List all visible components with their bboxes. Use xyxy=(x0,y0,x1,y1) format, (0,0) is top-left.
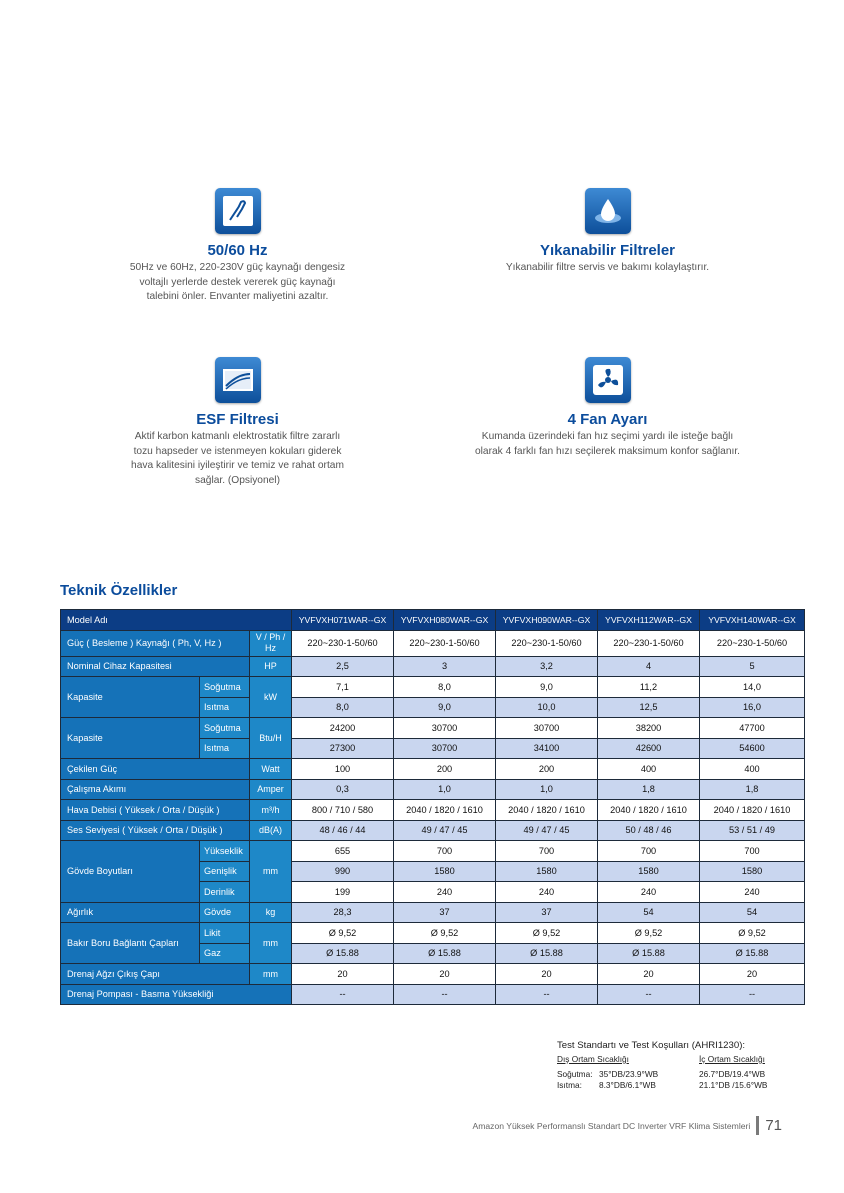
model-header: YVFVXH090WAR--GX xyxy=(496,610,598,631)
row-unit: Watt xyxy=(250,759,292,780)
cell-value: 800 / 710 / 580 xyxy=(292,800,394,821)
table-row xyxy=(61,820,805,841)
cell-value: 700 xyxy=(700,841,805,862)
cell-value: 220~230-1-50/60 xyxy=(700,630,805,656)
row-unit: mm xyxy=(250,923,292,964)
row-unit: kW xyxy=(250,677,292,718)
water-drop-icon xyxy=(585,188,631,234)
cell-value: -- xyxy=(496,984,598,1005)
cell-value: 34100 xyxy=(496,738,598,759)
cell-value: 220~230-1-50/60 xyxy=(394,630,496,656)
feature-esf-filter xyxy=(95,357,380,488)
table-row xyxy=(61,984,805,1005)
section-title: Teknik Özellikler xyxy=(60,582,178,599)
cooling-indoor: 26.7°DB/19.4°WB xyxy=(699,1069,766,1079)
row-unit: kg xyxy=(250,902,292,923)
row-unit: mm xyxy=(250,964,292,985)
cell-value: Ø 9,52 xyxy=(292,923,394,944)
model-header: YVFVXH071WAR--GX xyxy=(292,610,394,631)
cell-value: Ø 15.88 xyxy=(394,943,496,964)
table-row xyxy=(61,759,805,780)
cell-value: 47700 xyxy=(700,718,805,739)
row-sublabel: Gövde xyxy=(200,902,250,923)
row-label: Gövde Boyutları xyxy=(61,841,200,903)
row-sublabel: Soğutma xyxy=(200,718,250,739)
cell-value: 49 / 47 / 45 xyxy=(394,820,496,841)
row-label: Ses Seviyesi ( Yüksek / Orta / Düşük ) xyxy=(61,820,250,841)
row-label: Ağırlık xyxy=(61,902,200,923)
feature-washable-filters xyxy=(455,188,760,276)
cell-value: 2,5 xyxy=(292,656,394,677)
row-label: Çalışma Akımı xyxy=(61,779,250,800)
cell-value: 240 xyxy=(394,882,496,903)
table-row xyxy=(61,902,805,923)
cell-value: 700 xyxy=(496,841,598,862)
cell-value: 8,0 xyxy=(394,677,496,698)
feature-50-60hz xyxy=(95,188,380,305)
row-unit: V / Ph / Hz xyxy=(250,630,292,656)
cell-value: 220~230-1-50/60 xyxy=(292,630,394,656)
row-unit: dB(A) xyxy=(250,820,292,841)
footer-divider xyxy=(756,1116,759,1135)
feature-desc-line: Kumanda üzerindeki fan hız seçimi yardı ile isteğe bağlı xyxy=(481,431,734,442)
row-unit: m³/h xyxy=(250,800,292,821)
table-row xyxy=(61,964,805,985)
cell-value: 2040 / 1820 / 1610 xyxy=(394,800,496,821)
cell-value: 2040 / 1820 / 1610 xyxy=(598,800,700,821)
conditions-title: Test Standartı ve Test Koşulları (AHRI1230): xyxy=(557,1040,746,1051)
test-conditions xyxy=(557,1040,807,1091)
cell-value: 220~230-1-50/60 xyxy=(496,630,598,656)
cell-value: 11,2 xyxy=(598,677,700,698)
row-sublabel: Likit xyxy=(200,923,250,944)
cell-value: 3,2 xyxy=(496,656,598,677)
cell-value: Ø 9,52 xyxy=(700,923,805,944)
cell-value: 1580 xyxy=(496,861,598,882)
feature-desc-line: olarak 4 farklı fan hızı seçilerek maksimum konfor sağlanır. xyxy=(475,445,740,457)
row-unit: mm xyxy=(250,841,292,903)
model-header: YVFVXH140WAR--GX xyxy=(700,610,805,631)
feature-desc-line: hava kalitesini iyileştirir ve temiz ve rahat ortam xyxy=(131,460,344,471)
row-label: Drenaj Pompası - Basma Yüksekliği xyxy=(61,984,292,1005)
feature-desc-line: voltajlı yerlerde destek vererek güç kaynağı xyxy=(139,276,336,288)
cell-value: 2040 / 1820 / 1610 xyxy=(496,800,598,821)
frequency-icon xyxy=(215,188,261,234)
cell-value: 48 / 46 / 44 xyxy=(292,820,394,841)
row-label: Güç ( Besleme ) Kaynağı ( Ph, V, Hz ) xyxy=(61,630,250,656)
cell-value: 53 / 51 / 49 xyxy=(700,820,805,841)
row-label: Nominal Cihaz Kapasitesi xyxy=(61,656,250,677)
page-number: 71 xyxy=(765,1117,782,1134)
cell-value: 1,8 xyxy=(700,779,805,800)
cooling-label: Soğutma: xyxy=(557,1069,593,1079)
cell-value: 42600 xyxy=(598,738,700,759)
spec-table xyxy=(60,609,805,1005)
row-label: Drenaj Ağzı Çıkış Çapı xyxy=(61,964,250,985)
table-row xyxy=(61,841,805,862)
outdoor-header: Dış Ortam Sıcaklığı xyxy=(557,1054,629,1064)
cell-value: 700 xyxy=(598,841,700,862)
cell-value: 14,0 xyxy=(700,677,805,698)
cell-value: 38200 xyxy=(598,718,700,739)
row-label: Hava Debisi ( Yüksek / Orta / Düşük ) xyxy=(61,800,250,821)
row-unit: Amper xyxy=(250,779,292,800)
cell-value: 100 xyxy=(292,759,394,780)
feature-title: ESF Filtresi xyxy=(196,411,279,428)
feature-desc-line: 50Hz ve 60Hz, 220-230V güç kaynağı dengesiz xyxy=(129,262,346,273)
cell-value: Ø 15.88 xyxy=(598,943,700,964)
cell-value: -- xyxy=(394,984,496,1005)
model-header: YVFVXH112WAR--GX xyxy=(598,610,700,631)
row-sublabel: Derinlik xyxy=(200,882,250,903)
cell-value: 990 xyxy=(292,861,394,882)
feature-title: 4 Fan Ayarı xyxy=(567,411,648,428)
cell-value: 24200 xyxy=(292,718,394,739)
cell-value: Ø 9,52 xyxy=(394,923,496,944)
cell-value: 9,0 xyxy=(394,697,496,718)
row-sublabel: Isıtma xyxy=(200,738,250,759)
heating-label: Isıtma: xyxy=(557,1080,582,1090)
cell-value: 199 xyxy=(292,882,394,903)
cell-value: 400 xyxy=(598,759,700,780)
cell-value: 30700 xyxy=(394,738,496,759)
cell-value: 54600 xyxy=(700,738,805,759)
row-label: Kapasite xyxy=(61,718,200,759)
cell-value: 700 xyxy=(394,841,496,862)
feature-desc-line: Yıkanabilir filtre servis ve bakımı kolaylaştırır. xyxy=(505,262,710,273)
cell-value: 240 xyxy=(700,882,805,903)
model-header: YVFVXH080WAR--GX xyxy=(394,610,496,631)
cell-value: 655 xyxy=(292,841,394,862)
heating-outdoor: 8.3°DB/6.1°WB xyxy=(599,1080,656,1090)
cell-value: 20 xyxy=(292,964,394,985)
cell-value: 30700 xyxy=(394,718,496,739)
cell-value: 20 xyxy=(394,964,496,985)
cell-value: 1,0 xyxy=(496,779,598,800)
row-unit: HP xyxy=(250,656,292,677)
cell-value: 50 / 48 / 46 xyxy=(598,820,700,841)
row-label: Bakır Boru Bağlantı Çapları xyxy=(61,923,200,964)
table-row xyxy=(61,923,805,944)
cell-value: -- xyxy=(292,984,394,1005)
feature-desc-line: tozu hapseder ve istenmeyen kokuları giderek xyxy=(133,445,342,457)
cell-value: 49 / 47 / 45 xyxy=(496,820,598,841)
cell-value: 37 xyxy=(496,902,598,923)
cell-value: 1580 xyxy=(700,861,805,882)
cell-value: 9,0 xyxy=(496,677,598,698)
feature-desc-line: Aktif karbon katmanlı elektrostatik filtre zararlı xyxy=(134,431,341,442)
cell-value: 0,3 xyxy=(292,779,394,800)
cell-value: 27300 xyxy=(292,738,394,759)
header-label: Model Adı xyxy=(61,610,292,631)
cell-value: 240 xyxy=(496,882,598,903)
footer-text: Amazon Yüksek Performanslı Standart DC Inverter VRF Klima Sistemleri xyxy=(472,1120,751,1131)
indoor-header: İç Ortam Sıcaklığı xyxy=(699,1054,765,1064)
feature-title: 50/60 Hz xyxy=(207,242,268,259)
cell-value: Ø 15.88 xyxy=(496,943,598,964)
table-row xyxy=(61,677,805,698)
row-sublabel: Soğutma xyxy=(200,677,250,698)
page-footer xyxy=(473,1116,783,1135)
cell-value: 5 xyxy=(700,656,805,677)
cell-value: 200 xyxy=(394,759,496,780)
cell-value: 220~230-1-50/60 xyxy=(598,630,700,656)
fan-icon xyxy=(585,357,631,403)
row-label: Çekilen Güç xyxy=(61,759,250,780)
table-row xyxy=(61,779,805,800)
cell-value: 4 xyxy=(598,656,700,677)
filter-icon xyxy=(215,357,261,403)
table-row xyxy=(61,630,805,656)
cell-value: 1580 xyxy=(394,861,496,882)
table-row xyxy=(61,800,805,821)
cell-value: 200 xyxy=(496,759,598,780)
cell-value: 30700 xyxy=(496,718,598,739)
cell-value: 2040 / 1820 / 1610 xyxy=(700,800,805,821)
row-sublabel: Yükseklik xyxy=(200,841,250,862)
cell-value: 28,3 xyxy=(292,902,394,923)
feature-title: Yıkanabilir Filtreler xyxy=(539,242,676,259)
cell-value: 20 xyxy=(496,964,598,985)
cell-value: 7,1 xyxy=(292,677,394,698)
cell-value: 54 xyxy=(598,902,700,923)
heating-indoor: 21.1°DB /15.6°WB xyxy=(699,1080,768,1090)
cell-value: Ø 15.88 xyxy=(292,943,394,964)
cell-value: 400 xyxy=(700,759,805,780)
cell-value: 1,0 xyxy=(394,779,496,800)
feature-desc-line: sağlar. (Opsiyonel) xyxy=(195,474,280,486)
cell-value: 16,0 xyxy=(700,697,805,718)
cell-value: -- xyxy=(700,984,805,1005)
table-row xyxy=(61,718,805,739)
cell-value: 240 xyxy=(598,882,700,903)
feature-desc-line: talebini önler. Envanter maliyetini azaltır. xyxy=(146,291,329,302)
cooling-outdoor: 35°DB/23.9°WB xyxy=(599,1069,659,1079)
cell-value: 3 xyxy=(394,656,496,677)
cell-value: 12,5 xyxy=(598,697,700,718)
row-sublabel: Genişlik xyxy=(200,861,250,882)
table-header-row xyxy=(61,610,805,631)
cell-value: 1580 xyxy=(598,861,700,882)
cell-value: 1,8 xyxy=(598,779,700,800)
cell-value: Ø 15.88 xyxy=(700,943,805,964)
feature-4-fan-speeds xyxy=(435,357,780,459)
cell-value: 37 xyxy=(394,902,496,923)
cell-value: Ø 9,52 xyxy=(598,923,700,944)
cell-value: 20 xyxy=(700,964,805,985)
cell-value: 54 xyxy=(700,902,805,923)
cell-value: 20 xyxy=(598,964,700,985)
cell-value: 8,0 xyxy=(292,697,394,718)
cell-value: -- xyxy=(598,984,700,1005)
row-unit: Btu/H xyxy=(250,718,292,759)
row-label: Kapasite xyxy=(61,677,200,718)
row-sublabel: Gaz xyxy=(200,943,250,964)
row-sublabel: Isıtma xyxy=(200,697,250,718)
table-row xyxy=(61,656,805,677)
cell-value: 10,0 xyxy=(496,697,598,718)
cell-value: Ø 9,52 xyxy=(496,923,598,944)
